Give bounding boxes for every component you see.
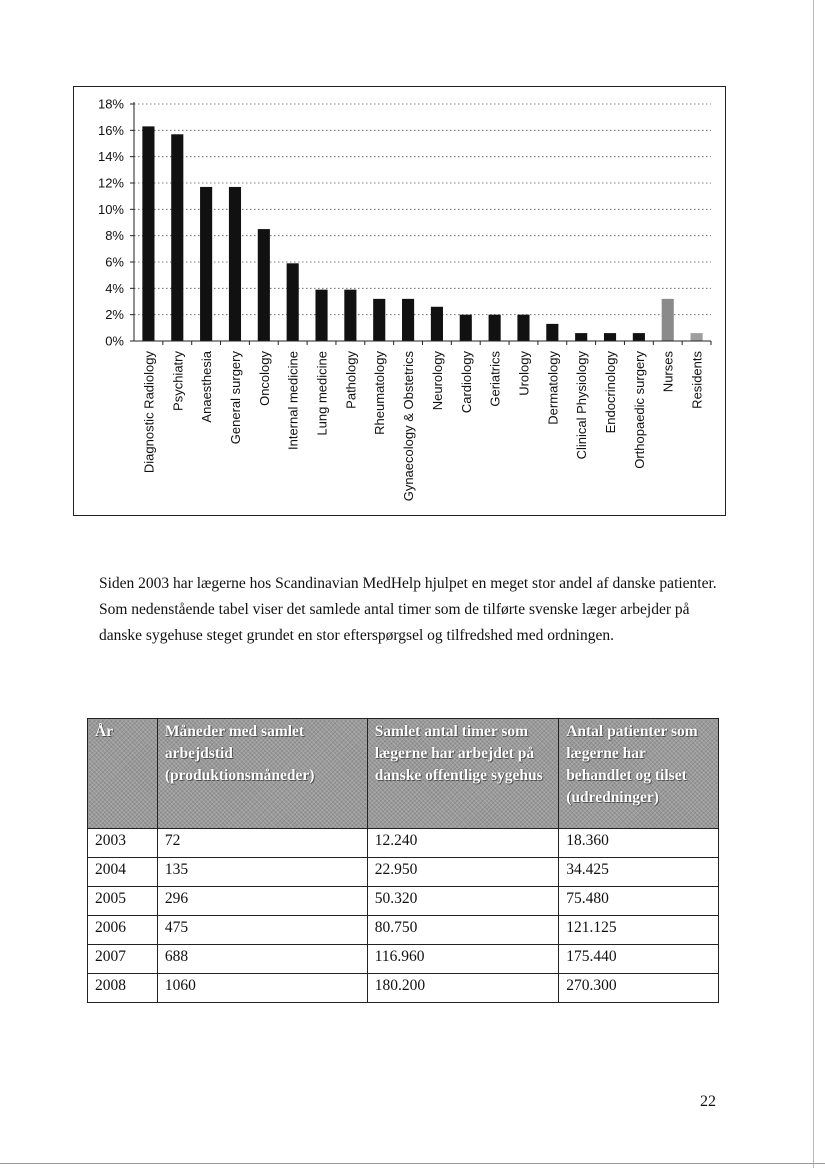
cell-hours: 50.320 xyxy=(367,887,559,916)
axes xyxy=(130,102,711,345)
x-tick-label: Internal medicine xyxy=(285,351,301,450)
cell-months: 296 xyxy=(157,887,367,916)
bar xyxy=(200,187,212,341)
x-tick-label: Psychiatry xyxy=(170,351,186,411)
cell-year: 2007 xyxy=(88,945,158,974)
table-row xyxy=(88,858,719,887)
bar xyxy=(229,187,241,341)
grid-lines xyxy=(134,104,711,315)
bar xyxy=(402,299,414,341)
x-tick-label: Diagnostic Radiology xyxy=(141,351,157,474)
bar xyxy=(315,290,327,341)
header-hours: Samlet antal timer som lægerne har arbejdet på danske offentlige sygehus xyxy=(367,719,559,829)
y-tick-label: 8% xyxy=(105,228,124,244)
cell-months: 135 xyxy=(157,858,367,887)
bar xyxy=(344,290,356,341)
x-tick-label: Endocrinology xyxy=(603,351,619,434)
cell-year: 2008 xyxy=(88,974,158,1003)
cell-hours: 180.200 xyxy=(367,974,559,1003)
x-tick-label: Rheumatology xyxy=(372,351,388,435)
x-tick-label: General surgery xyxy=(227,351,243,445)
body-paragraph: Siden 2003 har lægerne hos Scandinavian MedHelp hjulpet en meget stor andel af danske patienter. Som nedenstående tabel viser det samlede antal timer som de tilførte svenske læger arbejder på danske sygehuse steget grundet en stor efterspørgsel og tilfredshed med ordningen. xyxy=(99,575,717,644)
y-tick-label: 2% xyxy=(105,307,124,323)
bar xyxy=(517,315,529,341)
bar-chart xyxy=(74,87,727,517)
cell-year: 2004 xyxy=(88,858,158,887)
x-tick-label: Anaesthesia xyxy=(199,351,215,423)
header-months: Måneder med samlet arbejdstid (produktionsmåneder) xyxy=(157,719,367,829)
y-tick-label: 10% xyxy=(97,201,124,217)
cell-months: 475 xyxy=(157,916,367,945)
bar xyxy=(575,333,587,341)
cell-year: 2006 xyxy=(88,916,158,945)
bar xyxy=(489,315,501,341)
x-tick-label: Gynaecology & Obstetrics xyxy=(401,351,417,502)
cell-hours: 80.750 xyxy=(367,916,559,945)
page-right-edge xyxy=(813,0,814,1168)
cell-hours: 22.950 xyxy=(367,858,559,887)
statistics-table xyxy=(87,718,719,1003)
bar xyxy=(662,299,674,341)
header-year: År xyxy=(88,719,158,829)
table-row xyxy=(88,916,719,945)
bar xyxy=(604,333,616,341)
x-tick-label: Residents xyxy=(689,351,705,409)
x-tick-label: Urology xyxy=(516,351,532,396)
cell-patients: 175.440 xyxy=(559,945,719,974)
x-tick-label: Oncology xyxy=(256,351,272,406)
table-row xyxy=(88,945,719,974)
cell-months: 688 xyxy=(157,945,367,974)
bar xyxy=(142,126,154,341)
x-tick-label: Neurology xyxy=(429,351,445,411)
x-tick-label: Dermatology xyxy=(545,351,561,425)
table-row xyxy=(88,887,719,916)
x-tick-label: Pathology xyxy=(343,351,359,409)
bar xyxy=(633,333,645,341)
table-row xyxy=(88,974,719,1003)
bar xyxy=(431,307,443,341)
y-tick-label: 4% xyxy=(105,280,124,296)
cell-patients: 75.480 xyxy=(559,887,719,916)
x-tick-label: Clinical Physiology xyxy=(574,351,590,460)
table-header-row xyxy=(88,719,719,829)
cell-hours: 116.960 xyxy=(367,945,559,974)
y-tick-label: 0% xyxy=(105,333,124,349)
y-tick-label: 14% xyxy=(97,149,124,165)
bar xyxy=(258,229,270,341)
page-bottom-edge xyxy=(0,1163,825,1164)
cell-patients: 121.125 xyxy=(559,916,719,945)
cell-months: 1060 xyxy=(157,974,367,1003)
header-patients: Antal patienter som lægerne har behandlet og tilset (udredninger) xyxy=(559,719,719,829)
y-tick-label: 16% xyxy=(97,122,124,138)
x-tick-label: Geriatrics xyxy=(487,351,503,407)
table-row xyxy=(88,829,719,858)
cell-months: 72 xyxy=(157,829,367,858)
bar xyxy=(171,134,183,341)
y-tick-label: 6% xyxy=(105,254,124,270)
bar xyxy=(546,324,558,341)
x-tick-label: Orthopaedic surgery xyxy=(631,351,647,469)
tick-labels xyxy=(98,97,705,502)
bars xyxy=(142,126,702,341)
x-tick-label: Cardiology xyxy=(458,351,474,414)
page-number: 22 xyxy=(700,1093,716,1110)
cell-patients: 34.425 xyxy=(559,858,719,887)
x-tick-label: Lung medicine xyxy=(314,351,330,436)
cell-year: 2005 xyxy=(88,887,158,916)
y-tick-label: 18% xyxy=(97,96,124,112)
bar xyxy=(691,333,703,341)
cell-patients: 270.300 xyxy=(559,974,719,1003)
bar xyxy=(460,315,472,341)
bar xyxy=(373,299,385,341)
y-tick-label: 12% xyxy=(97,175,124,191)
x-tick-label: Nurses xyxy=(660,351,676,393)
cell-year: 2003 xyxy=(88,829,158,858)
cell-hours: 12.240 xyxy=(367,829,559,858)
bar xyxy=(287,263,299,341)
bar-chart-frame xyxy=(73,86,726,516)
cell-patients: 18.360 xyxy=(559,829,719,858)
